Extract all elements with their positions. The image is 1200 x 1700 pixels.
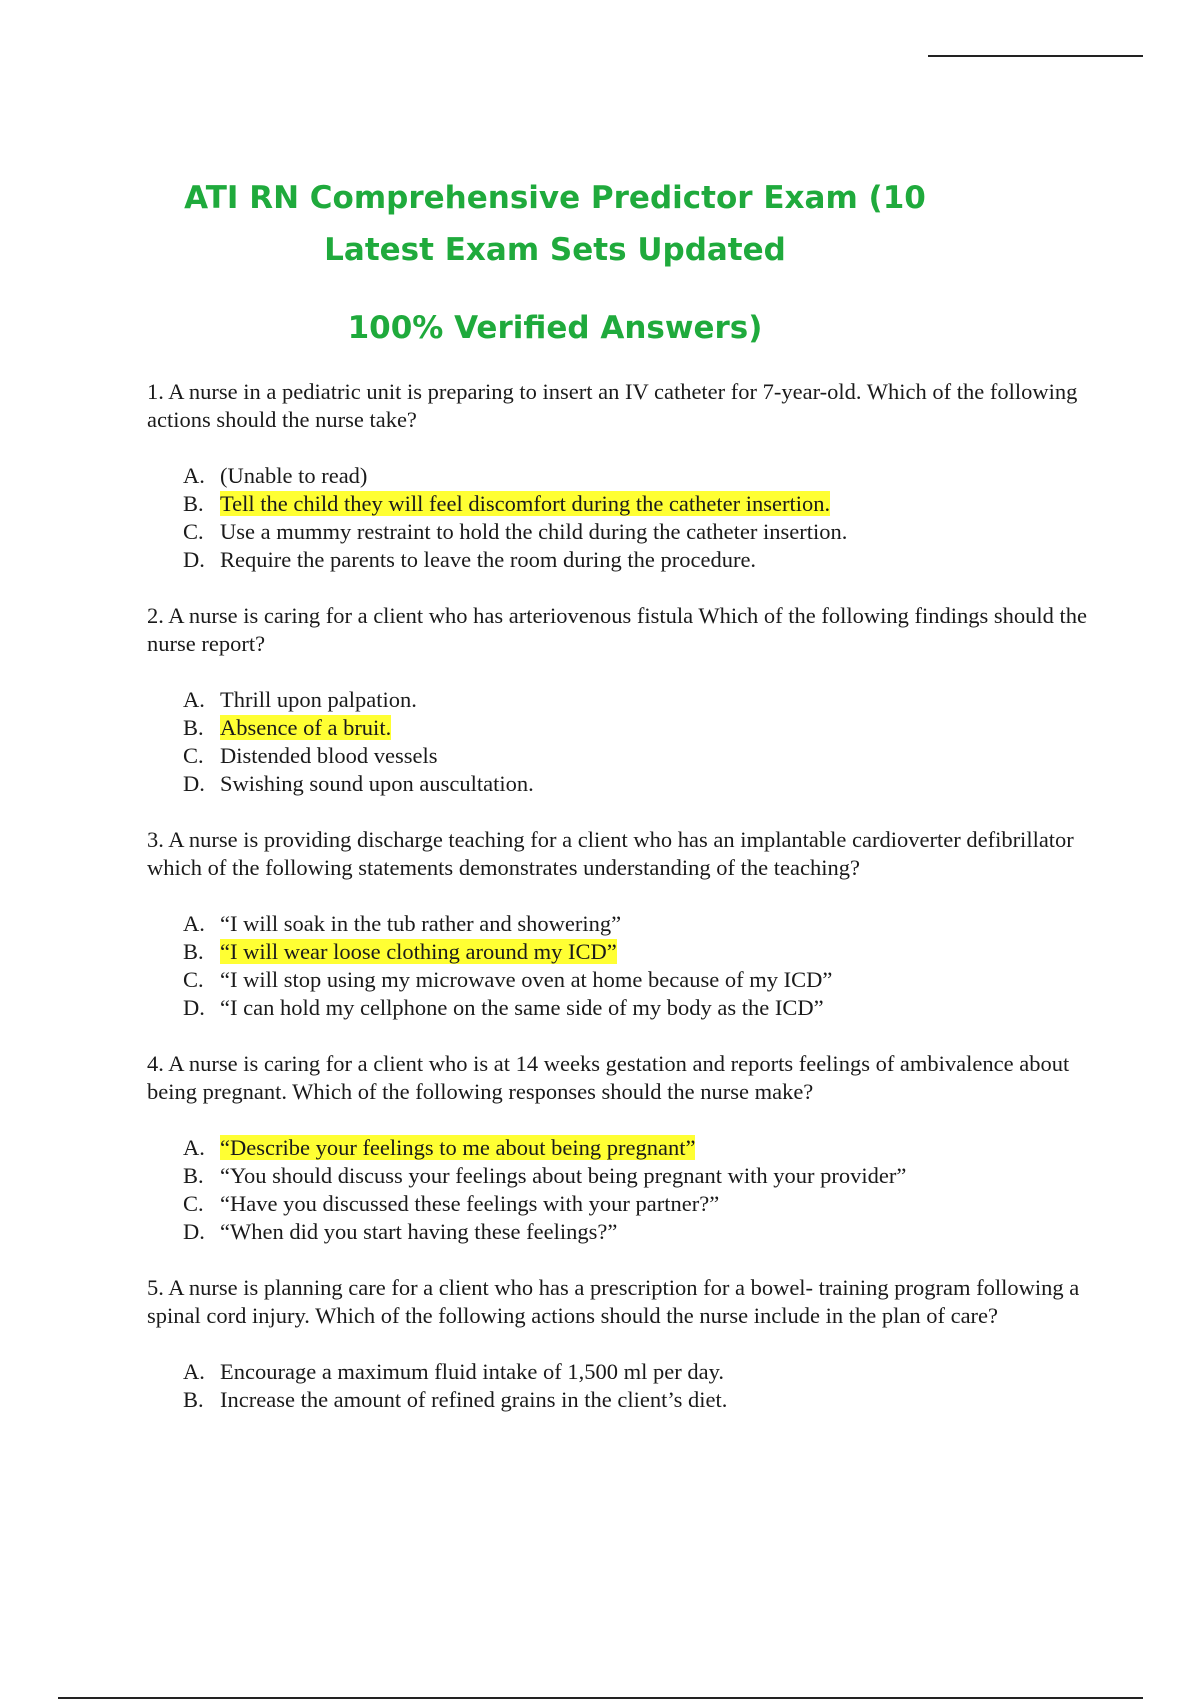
answer-option	[183, 1190, 1097, 1218]
option-text: “Have you discussed these feelings with your partner?”	[220, 1191, 720, 1216]
question-stem: 1. A nurse in a pediatric unit is preparing to insert an IV catheter for 7-year-old. Which of the following actions should the nurse take?	[147, 379, 1078, 432]
answer-option	[183, 686, 1097, 714]
option-text-wrap	[220, 714, 391, 742]
option-text: “I can hold my cellphone on the same side of my body as the ICD”	[220, 995, 824, 1020]
title-line-1: ATI RN Comprehensive Predictor Exam (10	[184, 180, 926, 216]
option-text: Thrill upon palpation.	[220, 687, 417, 712]
option-text: “You should discuss your feelings about being pregnant with your provider”	[220, 1163, 907, 1188]
answer-option	[183, 1162, 1097, 1190]
option-text: Require the parents to leave the room during the procedure.	[220, 547, 757, 572]
question-4	[147, 1050, 1097, 1246]
document-title	[0, 172, 1110, 354]
answer-option	[183, 462, 1097, 490]
option-text: (Unable to read)	[220, 463, 368, 488]
answer-option	[183, 1386, 1097, 1414]
answer-option	[183, 770, 1097, 798]
option-text: “I will soak in the tub rather and showering”	[220, 911, 622, 936]
answer-option	[183, 742, 1097, 770]
highlighted-answer: “I will wear loose clothing around my ICD”	[220, 939, 617, 964]
option-text-wrap	[220, 966, 832, 994]
question-stem: 3. A nurse is providing discharge teaching for a client who has an implantable cardioverter defibrillator which of the following statements demonstrates understanding of the teaching?	[147, 827, 1074, 880]
option-text-wrap	[220, 686, 417, 714]
answer-option	[183, 938, 1097, 966]
answer-options	[147, 910, 1097, 1022]
option-text: Use a mummy restraint to hold the child during the catheter insertion.	[220, 519, 848, 544]
highlighted-answer: Tell the child they will feel discomfort during the catheter insertion.	[220, 491, 831, 516]
option-letter: B.	[183, 715, 204, 740]
top-rule	[928, 55, 1143, 57]
option-letter: A.	[183, 1359, 205, 1384]
answer-option	[183, 966, 1097, 994]
question-5	[147, 1274, 1097, 1414]
option-text-wrap	[220, 994, 824, 1022]
option-text-wrap	[220, 1358, 724, 1386]
option-letter: A.	[183, 1135, 205, 1160]
answer-option	[183, 910, 1097, 938]
answer-option	[183, 490, 1097, 518]
option-text-wrap	[220, 462, 367, 490]
question-list	[147, 378, 1097, 1442]
option-text-wrap	[220, 518, 847, 546]
option-letter: B.	[183, 939, 204, 964]
question-2	[147, 602, 1097, 798]
option-text-wrap	[220, 938, 617, 966]
question-3	[147, 826, 1097, 1022]
answer-option	[183, 1218, 1097, 1246]
answer-options	[147, 1134, 1097, 1246]
option-text-wrap	[220, 1386, 727, 1414]
option-letter: D.	[183, 547, 205, 572]
option-text-wrap	[220, 1162, 906, 1190]
title-line-3: 100% Verified Answers)	[347, 310, 763, 346]
answer-option	[183, 518, 1097, 546]
option-letter: B.	[183, 1163, 204, 1188]
answer-option	[183, 714, 1097, 742]
option-letter: C.	[183, 743, 204, 768]
option-text-wrap	[220, 546, 756, 574]
title-line-2: Latest Exam Sets Updated	[324, 232, 786, 268]
option-letter: C.	[183, 967, 204, 992]
option-letter: D.	[183, 771, 205, 796]
answer-options	[147, 686, 1097, 798]
option-text: Increase the amount of refined grains in the client’s diet.	[220, 1387, 728, 1412]
option-text-wrap	[220, 1190, 719, 1218]
option-text-wrap	[220, 1134, 695, 1162]
option-letter: D.	[183, 1219, 205, 1244]
question-stem: 4. A nurse is caring for a client who is at 14 weeks gestation and reports feelings of ambivalence about being pregnant. Which of the following responses should the nurse make?	[147, 1051, 1070, 1104]
question-stem: 2. A nurse is caring for a client who has arteriovenous fistula Which of the following findings should the nurse report?	[147, 603, 1088, 656]
option-text-wrap	[220, 910, 621, 938]
highlighted-answer: “Describe your feelings to me about being pregnant”	[220, 1135, 696, 1160]
option-text: Encourage a maximum fluid intake of 1,500 ml per day.	[220, 1359, 725, 1384]
answer-option	[183, 1134, 1097, 1162]
highlighted-answer: Absence of a bruit.	[220, 715, 392, 740]
answer-option	[183, 1358, 1097, 1386]
answer-option	[183, 994, 1097, 1022]
option-text-wrap	[220, 1218, 617, 1246]
option-letter: A.	[183, 687, 205, 712]
answer-options	[147, 1358, 1097, 1414]
option-text: “When did you start having these feelings?”	[220, 1219, 618, 1244]
option-text-wrap	[220, 742, 437, 770]
question-1	[147, 378, 1097, 574]
option-letter: D.	[183, 995, 205, 1020]
option-letter: C.	[183, 1191, 204, 1216]
option-text-wrap	[220, 490, 830, 518]
bottom-rule	[58, 1697, 1143, 1699]
option-text: Swishing sound upon auscultation.	[220, 771, 534, 796]
answer-options	[147, 462, 1097, 574]
option-letter: B.	[183, 491, 204, 516]
option-letter: C.	[183, 519, 204, 544]
option-letter: B.	[183, 1387, 204, 1412]
option-text-wrap	[220, 770, 534, 798]
answer-option	[183, 546, 1097, 574]
question-stem: 5. A nurse is planning care for a client who has a prescription for a bowel- training program following a spinal cord injury. Which of the following actions should the nurse include in the plan of care?	[147, 1275, 1080, 1328]
option-letter: A.	[183, 911, 205, 936]
option-text: “I will stop using my microwave oven at home because of my ICD”	[220, 967, 833, 992]
option-text: Distended blood vessels	[220, 743, 438, 768]
option-letter: A.	[183, 463, 205, 488]
